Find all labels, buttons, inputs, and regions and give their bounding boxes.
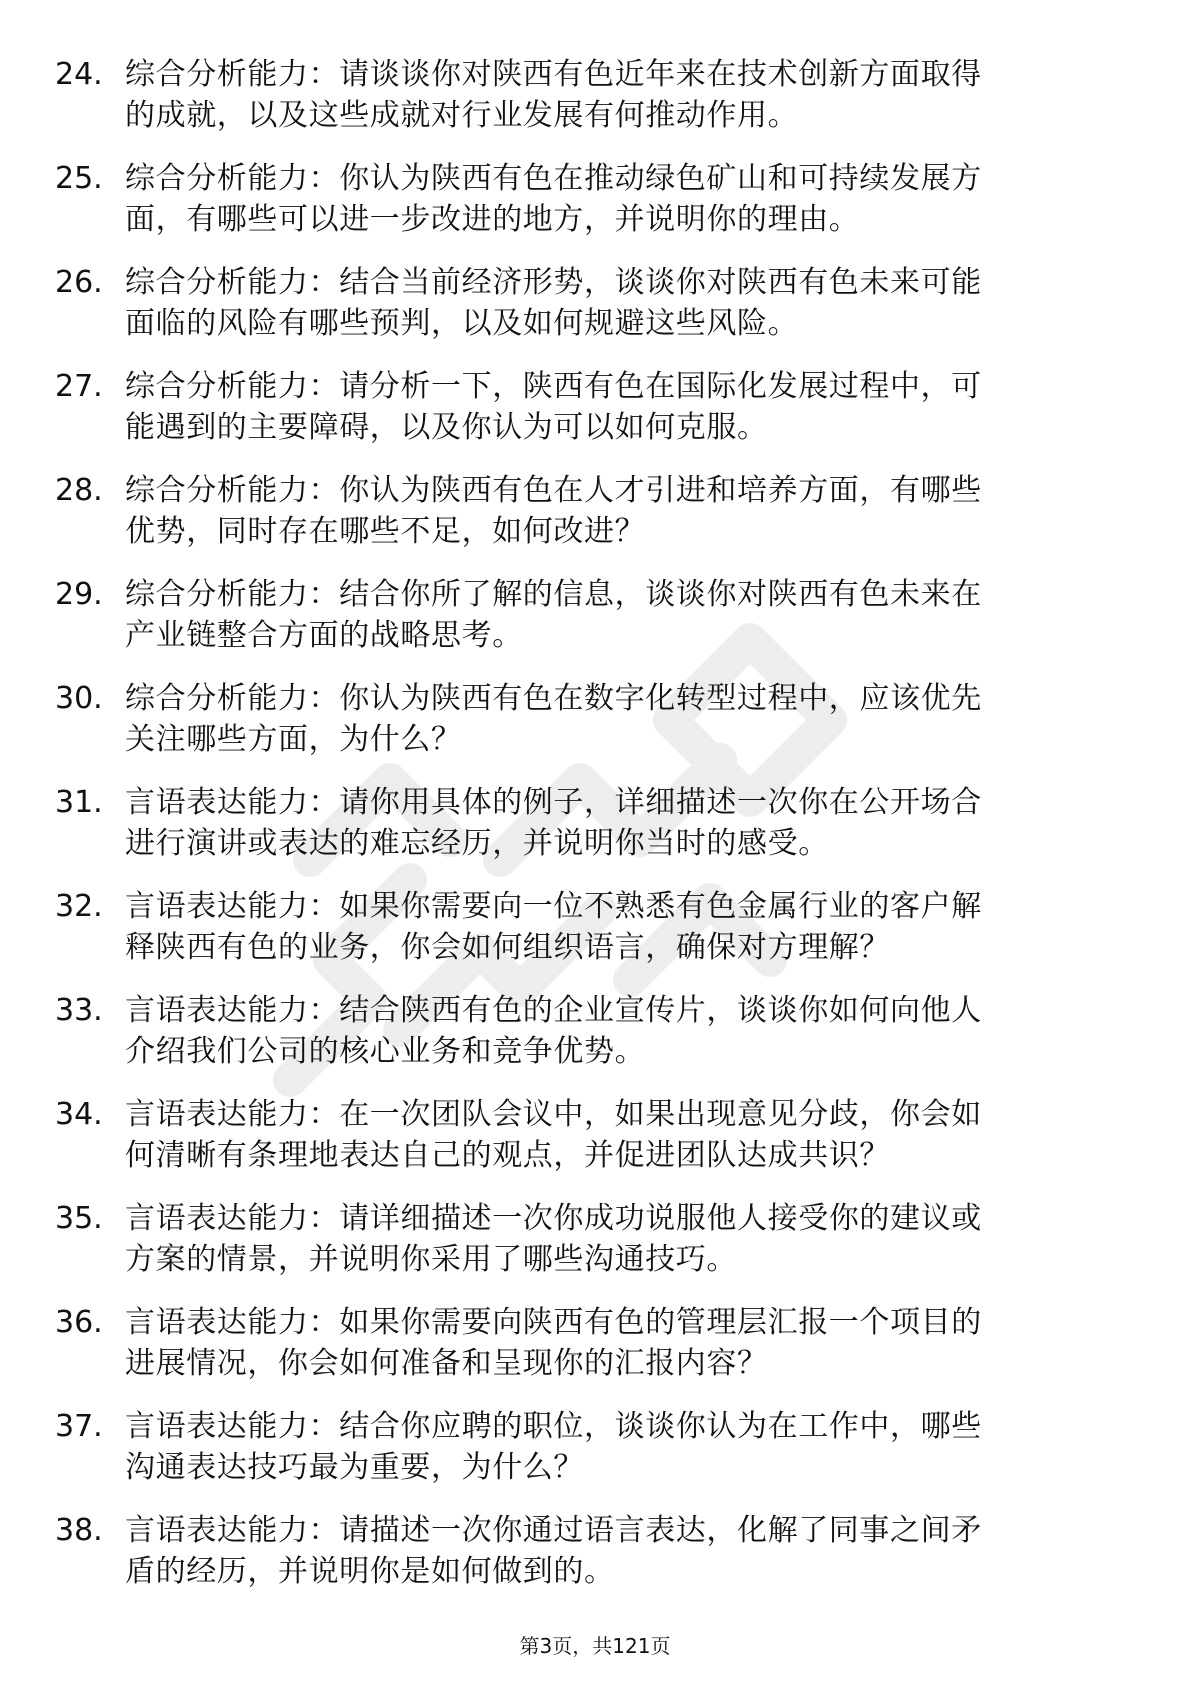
question-text-line-1: 言语表达能力：结合陕西有色的企业宣传片，谈谈你如何向他人 (125, 993, 982, 1028)
question-number: 33. (55, 993, 103, 1028)
question-item (55, 1299, 1115, 1403)
question-text-line-1: 综合分析能力：请分析一下，陕西有色在国际化发展过程中，可 (125, 369, 982, 404)
question-number: 36. (55, 1305, 103, 1340)
question-item (55, 1195, 1115, 1299)
question-text-line-2: 释陕西有色的业务，你会如何组织语言，确保对方理解？ (125, 930, 890, 965)
question-item (55, 1091, 1115, 1195)
question-text-line-2: 何清晰有条理地表达自己的观点，并促进团队达成共识？ (125, 1138, 890, 1173)
page-footer: 第3页，共121页 (519, 1634, 671, 1658)
question-text-line-2: 能遇到的主要障碍，以及你认为可以如何克服。 (125, 410, 768, 445)
question-number: 34. (55, 1097, 103, 1132)
question-item (55, 259, 1115, 363)
question-text-line-2: 面，有哪些可以进一步改进的地方，并说明你的理由。 (125, 202, 860, 237)
question-number: 29. (55, 577, 103, 612)
question-item (55, 51, 1115, 155)
question-text-line-1: 综合分析能力：你认为陕西有色在推动绿色矿山和可持续发展方 (125, 161, 982, 196)
question-number: 35. (55, 1201, 103, 1236)
question-text-line-2: 关注哪些方面，为什么？ (125, 722, 462, 757)
question-number: 30. (55, 681, 103, 716)
question-text-line-2: 的成就，以及这些成就对行业发展有何推动作用。 (125, 98, 799, 133)
question-text-line-1: 综合分析能力：你认为陕西有色在数字化转型过程中，应该优先 (125, 681, 982, 716)
question-text-line-2: 介绍我们公司的核心业务和竞争优势。 (125, 1034, 646, 1069)
question-text-line-2: 沟通表达技巧最为重要，为什么？ (125, 1450, 584, 1485)
question-text-line-1: 综合分析能力：结合当前经济形势，谈谈你对陕西有色未来可能 (125, 265, 982, 300)
question-text-line-1: 言语表达能力：如果你需要向陕西有色的管理层汇报一个项目的 (125, 1305, 982, 1340)
question-item (55, 675, 1115, 779)
question-number: 24. (55, 57, 103, 92)
question-item (55, 155, 1115, 259)
question-item (55, 987, 1115, 1091)
question-item (55, 883, 1115, 987)
question-text-line-1: 综合分析能力：你认为陕西有色在人才引进和培养方面，有哪些 (125, 473, 982, 508)
question-item (55, 779, 1115, 883)
question-number: 32. (55, 889, 103, 924)
question-text-line-1: 言语表达能力：请你用具体的例子，详细描述一次你在公开场合 (125, 785, 982, 820)
question-number: 37. (55, 1409, 103, 1444)
question-text-line-1: 言语表达能力：请描述一次你通过语言表达，化解了同事之间矛 (125, 1513, 982, 1548)
question-text-line-2: 方案的情景，并说明你采用了哪些沟通技巧。 (125, 1242, 737, 1277)
question-number: 25. (55, 161, 103, 196)
question-list (55, 51, 1115, 1611)
question-text-line-1: 言语表达能力：如果你需要向一位不熟悉有色金属行业的客户解 (125, 889, 982, 924)
question-item (55, 1507, 1115, 1611)
question-number: 31. (55, 785, 103, 820)
question-item (55, 467, 1115, 571)
question-text-line-2: 盾的经历，并说明你是如何做到的。 (125, 1554, 615, 1589)
question-text-line-1: 言语表达能力：在一次团队会议中，如果出现意见分歧，你会如 (125, 1097, 982, 1132)
question-text-line-2: 进展情况，你会如何准备和呈现你的汇报内容？ (125, 1346, 768, 1381)
question-text-line-2: 优势，同时存在哪些不足，如何改进？ (125, 514, 646, 549)
question-text-line-1: 综合分析能力：请谈谈你对陕西有色近年来在技术创新方面取得 (125, 57, 982, 92)
question-item (55, 571, 1115, 675)
question-text-line-1: 综合分析能力：结合你所了解的信息，谈谈你对陕西有色未来在 (125, 577, 982, 612)
question-text-line-2: 面临的风险有哪些预判，以及如何规避这些风险。 (125, 306, 799, 341)
question-item (55, 1403, 1115, 1507)
question-text-line-2: 产业链整合方面的战略思考。 (125, 618, 523, 653)
question-text-line-2: 进行演讲或表达的难忘经历，并说明你当时的感受。 (125, 826, 829, 861)
question-number: 26. (55, 265, 103, 300)
question-text-line-1: 言语表达能力：请详细描述一次你成功说服他人接受你的建议或 (125, 1201, 982, 1236)
question-item (55, 363, 1115, 467)
question-number: 38. (55, 1513, 103, 1548)
question-number: 28. (55, 473, 103, 508)
question-number: 27. (55, 369, 103, 404)
question-text-line-1: 言语表达能力：结合你应聘的职位，谈谈你认为在工作中，哪些 (125, 1409, 982, 1444)
